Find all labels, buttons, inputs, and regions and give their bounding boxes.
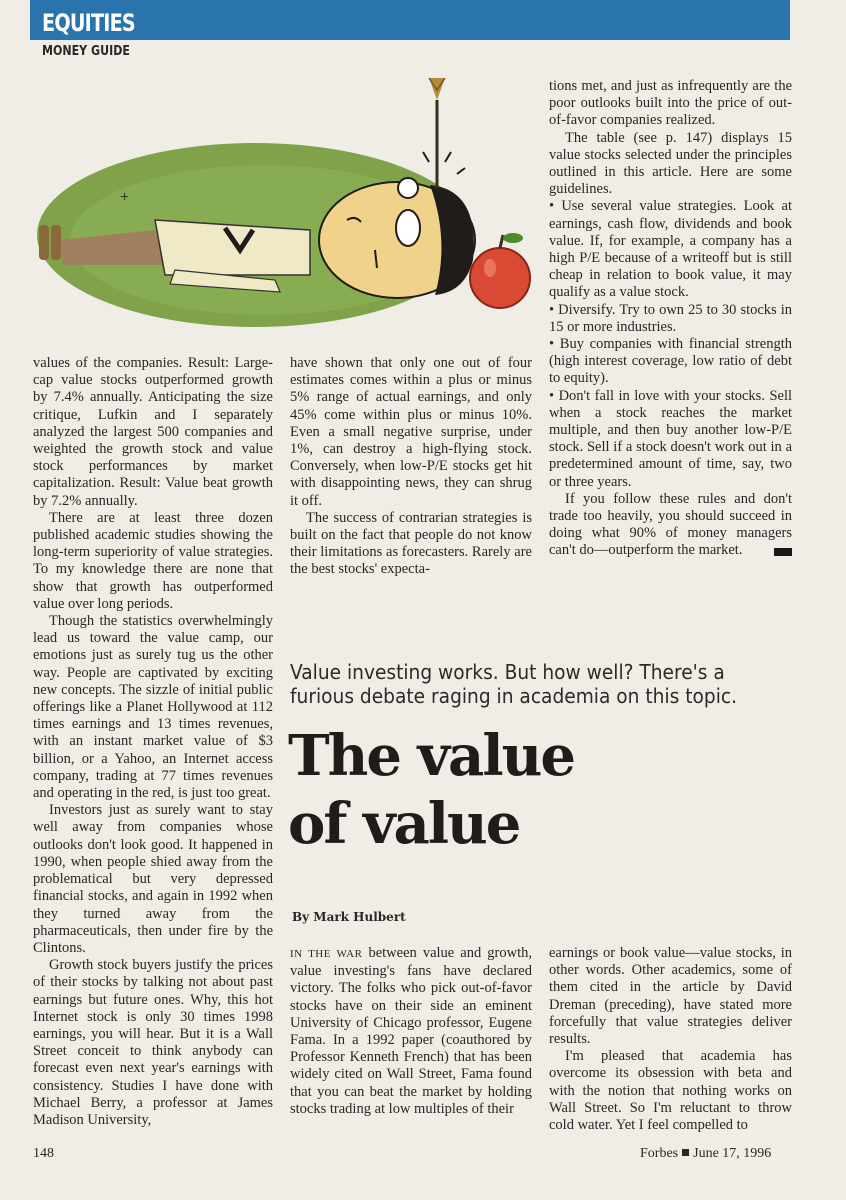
column-4 (290, 945, 532, 1118)
publication-name: Forbes (640, 1146, 679, 1161)
article-deck: Value investing works. But how well? There's a furious debate raging in academia on this topic. (290, 660, 738, 708)
paragraph: The table (see p. 147) displays 15 value stocks selected under the principles outlined in this article. Here are some guidelines. (549, 129, 792, 198)
paragraph: The success of contrarian strategies is built on the fact that people do not know their limitations as forecasters. Rarely are the best stocks' expecta- (290, 509, 532, 578)
column-5 (549, 945, 792, 1134)
paragraph: I'm pleased that academia has overcome its obsession with beta and with the notion that nothing works on Wall Street. So I'm reluctant to throw cold water. Yet I feel compelled to (549, 1048, 792, 1134)
glasses-icon (396, 210, 420, 246)
paragraph: earnings or book value—value stocks, in other words. Other academics, some of them cited in the article by David Dreman (preceding), have stated more forcefully that value strategies deliver results. (549, 945, 792, 1048)
byline: By Mark Hulbert (292, 910, 406, 924)
shoe-icon (39, 225, 49, 260)
guideline-bullet: • Diversify. Try to own 25 to 30 stocks in 15 or more industries. (549, 301, 792, 335)
section-bar (30, 0, 790, 40)
article-headline (288, 722, 768, 858)
section-title: EQUITIES (42, 9, 135, 37)
headline-line-1: The value (288, 723, 574, 789)
paragraph (290, 945, 532, 1118)
page-number: 148 (33, 1146, 54, 1161)
issue-date: June 17, 1996 (693, 1146, 772, 1161)
paragraph: There are at least three dozen published academic studies showing the long-term superiority of value strategies. To my knowledge there are none that show that growth has outperformed value over long periods. (33, 509, 273, 612)
illustration-man-arrow-apple (25, 70, 545, 340)
paragraph: Though the statistics overwhelmingly lead us toward the value camp, our emotions just as surely tug us the other way. People are captivated by exciting new concepts. The sizzle of initial public offerings like a Planet Hollywood at 112 times earnings and 13 times revenues, with an instant market value of $3 billion, or a Yahoo, an Internet access company, trading at 77 times revenues and operating in the red, is just too great. (33, 613, 273, 802)
guideline-bullet: • Use several value strategies. Look at earnings, cash flow, dividends and book value. If, for example, a company has a high P/E because of a writeoff but is still cheap in relation to book value, it may qualify as a value stock. (549, 198, 792, 301)
paragraph: Growth stock buyers justify the prices of their stocks by talking not about past earnings but future ones. Why, this hot Internet stock is only 30 times 1998 earnings, you will hear. But it is a Wall Street conceit to think anybody can forecast even next year's earnings with consistency. Studies I have done with Michael Berry, a professor at James Madison University, (33, 957, 273, 1128)
lead-in-smallcaps: IN THE WAR (290, 948, 363, 960)
end-mark-icon (774, 548, 792, 556)
closing-text: If you follow these rules and don't trade too heavily, you should succeed in doing what 90% of money managers can't do—outperform the market. (549, 490, 792, 559)
paragraph: tions met, and just as infrequently are the poor outlooks built into the price of out-of-favor companies realized. (549, 78, 792, 129)
column-1 (33, 355, 273, 1129)
paragraph: Investors just as surely want to stay well away from companies whose outlooks don't look good. It happened in 1990, when people shied away from the problematical but very depressed financial stocks, and again in 1992 when they turned away from the pharmaceuticals, then under fire by the Clintons. (33, 802, 273, 956)
lead-paragraph-text: between value and growth, value investing's fans have declared victory. The folks who pick out-of-favor stocks have on their side an eminent University of Chicago professor, Eugene Fama. In a 1992 paper (coauthored by Professor Kenneth French) that has been widely cited on Wall Street, Fama found that you can beat the market by holding stocks trading at low multiples of their (290, 945, 532, 1117)
folio (640, 1146, 771, 1162)
paragraph (549, 491, 792, 560)
square-separator-icon (682, 1149, 689, 1156)
column-2 (290, 355, 532, 579)
headline-line-2: of value (288, 791, 520, 857)
column-3 (549, 78, 792, 560)
paragraph: values of the companies. Result: Large-cap value stocks outperformed growth by 7.4% annually. Anticipating the size critique, Lufkin and I separately analyzed the largest 500 companies and weighted the growth stock and value stock performances by market capitalization. Result: Value beat growth by 7.2% annually. (33, 355, 273, 509)
paragraph: have shown that only one out of four estimates comes within a plus or minus 5% range of actual earnings, and only 45% come within plus or minus 10%. Even a small negative surprise, under 1%, can destroy a high-flying stock. Conversely, when low-P/E stocks get hit with disappointing news, they can shrug it off. (290, 355, 532, 509)
guideline-bullet: • Buy companies with financial strength (high interest coverage, low ratio of debt to equity). (549, 336, 792, 387)
guideline-bullet: • Don't fall in love with your stocks. Sell when a stock reaches the market multiple, and then buy another low-P/E stock. Sell if a stock doesn't work out in a predetermined amount of time, say, two or three years. (549, 387, 792, 490)
svg-text:+: + (120, 189, 130, 206)
apple-icon (470, 248, 530, 308)
subsection-label: MONEY GUIDE (42, 44, 130, 59)
